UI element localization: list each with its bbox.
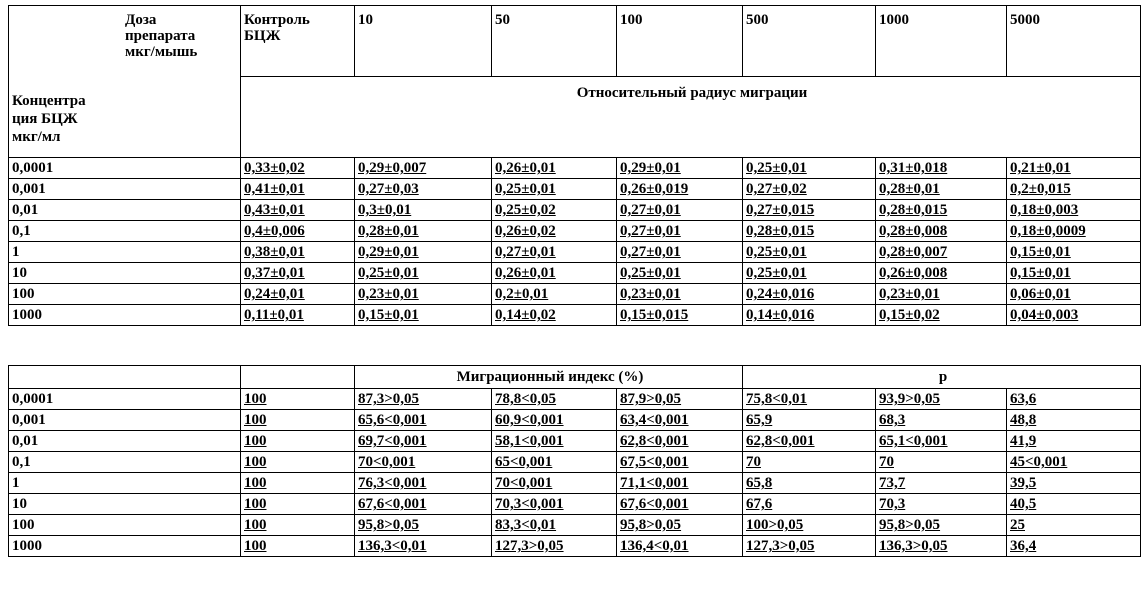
value-cell: 100 — [241, 536, 355, 557]
value-cell: 71,1<0,001 — [617, 473, 743, 494]
value-cell: 0,37±0,01 — [241, 263, 355, 284]
table-row — [9, 263, 1141, 284]
value-cell: 0,25±0,02 — [492, 200, 617, 221]
value-cell: 36,4 — [1007, 536, 1141, 557]
value-cell: 0,25±0,01 — [743, 158, 876, 179]
value-cell: 0,23±0,01 — [876, 284, 1007, 305]
table-row — [9, 305, 1141, 326]
table-row — [9, 284, 1141, 305]
value-cell: 0,27±0,01 — [617, 221, 743, 242]
concentration-cell: 0,001 — [9, 179, 241, 200]
value-cell: 0,2±0,01 — [492, 284, 617, 305]
value-cell: 63,6 — [1007, 389, 1141, 410]
value-cell: 73,7 — [876, 473, 1007, 494]
table-row — [9, 431, 1141, 452]
dose-header: 1000 — [876, 6, 1007, 77]
value-cell: 0,27±0,02 — [743, 179, 876, 200]
concentration-cell: 0,001 — [9, 410, 241, 431]
value-cell: 0,11±0,01 — [241, 305, 355, 326]
table-row — [9, 515, 1141, 536]
value-cell: 63,4<0,001 — [617, 410, 743, 431]
value-cell: 67,6 — [743, 494, 876, 515]
value-cell: 0,15±0,01 — [1007, 242, 1141, 263]
value-cell: 60,9<0,001 — [492, 410, 617, 431]
header-row — [9, 366, 1141, 389]
value-cell: 0,27±0,01 — [617, 200, 743, 221]
dose-label: Доза препарата мкг/мышь — [125, 12, 198, 60]
value-cell: 0,15±0,01 — [1007, 263, 1141, 284]
value-cell: 136,4<0,01 — [617, 536, 743, 557]
concentration-cell: 1 — [9, 242, 241, 263]
value-cell: 0,28±0,015 — [743, 221, 876, 242]
migration-index-header: Миграционный индекс (%) — [355, 366, 743, 389]
value-cell: 70 — [743, 452, 876, 473]
value-cell: 0,18±0,003 — [1007, 200, 1141, 221]
value-cell: 0,25±0,01 — [355, 263, 492, 284]
dose-header: 500 — [743, 6, 876, 77]
value-cell: 65,9 — [743, 410, 876, 431]
value-cell: 0,23±0,01 — [617, 284, 743, 305]
value-cell: 45<0,001 — [1007, 452, 1141, 473]
value-cell: 69,7<0,001 — [355, 431, 492, 452]
value-cell: 65,6<0,001 — [355, 410, 492, 431]
dose-header: 5000 — [1007, 6, 1141, 77]
value-cell: 83,3<0,01 — [492, 515, 617, 536]
value-cell: 70<0,001 — [492, 473, 617, 494]
table-row — [9, 536, 1141, 557]
value-cell: 0,25±0,01 — [492, 179, 617, 200]
concentration-cell: 10 — [9, 263, 241, 284]
empty-header-cell — [241, 366, 355, 389]
concentration-cell: 1 — [9, 473, 241, 494]
value-cell: 0,26±0,01 — [492, 263, 617, 284]
value-cell: 0,14±0,02 — [492, 305, 617, 326]
concentration-cell: 0,0001 — [9, 389, 241, 410]
dose-header: 10 — [355, 6, 492, 77]
table-row — [9, 494, 1141, 515]
value-cell: 0,25±0,01 — [617, 263, 743, 284]
value-cell: 100 — [241, 431, 355, 452]
value-cell: 0,3±0,01 — [355, 200, 492, 221]
value-cell: 0,26±0,01 — [492, 158, 617, 179]
value-cell: 0,27±0,015 — [743, 200, 876, 221]
value-cell: 41,9 — [1007, 431, 1141, 452]
value-cell: 0,15±0,01 — [355, 305, 492, 326]
relative-radius-header: Относительный радиус миграции — [241, 77, 1141, 158]
value-cell: 70,3<0,001 — [492, 494, 617, 515]
value-cell: 75,8<0,01 — [743, 389, 876, 410]
value-cell: 0,38±0,01 — [241, 242, 355, 263]
value-cell: 70 — [876, 452, 1007, 473]
value-cell: 0,43±0,01 — [241, 200, 355, 221]
table-row — [9, 389, 1141, 410]
value-cell: 100 — [241, 410, 355, 431]
value-cell: 0,15±0,015 — [617, 305, 743, 326]
value-cell: 65<0,001 — [492, 452, 617, 473]
value-cell: 0,28±0,015 — [876, 200, 1007, 221]
value-cell: 0,41±0,01 — [241, 179, 355, 200]
header-row — [9, 6, 1141, 77]
value-cell: 93,9>0,05 — [876, 389, 1007, 410]
value-cell: 0,4±0,006 — [241, 221, 355, 242]
value-cell: 0,26±0,02 — [492, 221, 617, 242]
value-cell: 0,24±0,016 — [743, 284, 876, 305]
concentration-label: Концентра ция БЦЖ мкг/мл — [12, 93, 86, 145]
value-cell: 136,3<0,01 — [355, 536, 492, 557]
table-row — [9, 410, 1141, 431]
value-cell: 70,3 — [876, 494, 1007, 515]
table-row — [9, 200, 1141, 221]
value-cell: 25 — [1007, 515, 1141, 536]
value-cell: 0,28±0,01 — [355, 221, 492, 242]
corner-header-cell — [9, 6, 241, 158]
concentration-cell: 100 — [9, 284, 241, 305]
value-cell: 39,5 — [1007, 473, 1141, 494]
value-cell: 95,8>0,05 — [355, 515, 492, 536]
value-cell: 67,6<0,001 — [355, 494, 492, 515]
value-cell: 78,8<0,05 — [492, 389, 617, 410]
value-cell: 67,5<0,001 — [617, 452, 743, 473]
value-cell: 0,26±0,019 — [617, 179, 743, 200]
value-cell: 58,1<0,001 — [492, 431, 617, 452]
value-cell: 0,24±0,01 — [241, 284, 355, 305]
control-header: Контроль БЦЖ — [241, 6, 355, 77]
value-cell: 0,04±0,003 — [1007, 305, 1141, 326]
value-cell: 67,6<0,001 — [617, 494, 743, 515]
table-row — [9, 179, 1141, 200]
value-cell: 100 — [241, 452, 355, 473]
p-header: p — [743, 366, 1141, 389]
value-cell: 0,27±0,01 — [617, 242, 743, 263]
migration-index-table — [8, 365, 1141, 557]
value-cell: 87,3>0,05 — [355, 389, 492, 410]
dose-header: 100 — [617, 6, 743, 77]
value-cell: 76,3<0,001 — [355, 473, 492, 494]
value-cell: 87,9>0,05 — [617, 389, 743, 410]
value-cell: 127,3>0,05 — [492, 536, 617, 557]
concentration-cell: 0,1 — [9, 452, 241, 473]
value-cell: 100 — [241, 515, 355, 536]
value-cell: 65,8 — [743, 473, 876, 494]
concentration-cell: 100 — [9, 515, 241, 536]
value-cell: 0,25±0,01 — [743, 242, 876, 263]
value-cell: 65,1<0,001 — [876, 431, 1007, 452]
value-cell: 0,29±0,01 — [355, 242, 492, 263]
value-cell: 0,23±0,01 — [355, 284, 492, 305]
value-cell: 100>0,05 — [743, 515, 876, 536]
value-cell: 40,5 — [1007, 494, 1141, 515]
value-cell: 70<0,001 — [355, 452, 492, 473]
value-cell: 0,28±0,01 — [876, 179, 1007, 200]
table-row — [9, 221, 1141, 242]
table-row — [9, 242, 1141, 263]
migration-radius-table — [8, 5, 1141, 326]
table-row — [9, 452, 1141, 473]
table-row — [9, 473, 1141, 494]
value-cell: 0,21±0,01 — [1007, 158, 1141, 179]
value-cell: 0,2±0,015 — [1007, 179, 1141, 200]
value-cell: 95,8>0,05 — [876, 515, 1007, 536]
value-cell: 0,27±0,03 — [355, 179, 492, 200]
concentration-cell: 0,1 — [9, 221, 241, 242]
value-cell: 0,31±0,018 — [876, 158, 1007, 179]
value-cell: 136,3>0,05 — [876, 536, 1007, 557]
value-cell: 100 — [241, 473, 355, 494]
table-row — [9, 158, 1141, 179]
value-cell: 0,29±0,007 — [355, 158, 492, 179]
concentration-cell: 10 — [9, 494, 241, 515]
value-cell: 100 — [241, 389, 355, 410]
concentration-cell: 0,01 — [9, 431, 241, 452]
value-cell: 95,8>0,05 — [617, 515, 743, 536]
concentration-cell: 1000 — [9, 536, 241, 557]
value-cell: 100 — [241, 494, 355, 515]
value-cell: 0,25±0,01 — [743, 263, 876, 284]
value-cell: 62,8<0,001 — [743, 431, 876, 452]
value-cell: 0,15±0,02 — [876, 305, 1007, 326]
dose-header: 50 — [492, 6, 617, 77]
value-cell: 0,28±0,008 — [876, 221, 1007, 242]
value-cell: 62,8<0,001 — [617, 431, 743, 452]
value-cell: 0,29±0,01 — [617, 158, 743, 179]
value-cell: 0,14±0,016 — [743, 305, 876, 326]
value-cell: 48,8 — [1007, 410, 1141, 431]
empty-header-cell — [9, 366, 241, 389]
value-cell: 0,33±0,02 — [241, 158, 355, 179]
concentration-cell: 1000 — [9, 305, 241, 326]
value-cell: 127,3>0,05 — [743, 536, 876, 557]
value-cell: 0,18±0,0009 — [1007, 221, 1141, 242]
concentration-cell: 0,0001 — [9, 158, 241, 179]
value-cell: 0,06±0,01 — [1007, 284, 1141, 305]
concentration-cell: 0,01 — [9, 200, 241, 221]
value-cell: 0,27±0,01 — [492, 242, 617, 263]
value-cell: 0,26±0,008 — [876, 263, 1007, 284]
value-cell: 0,28±0,007 — [876, 242, 1007, 263]
value-cell: 68,3 — [876, 410, 1007, 431]
